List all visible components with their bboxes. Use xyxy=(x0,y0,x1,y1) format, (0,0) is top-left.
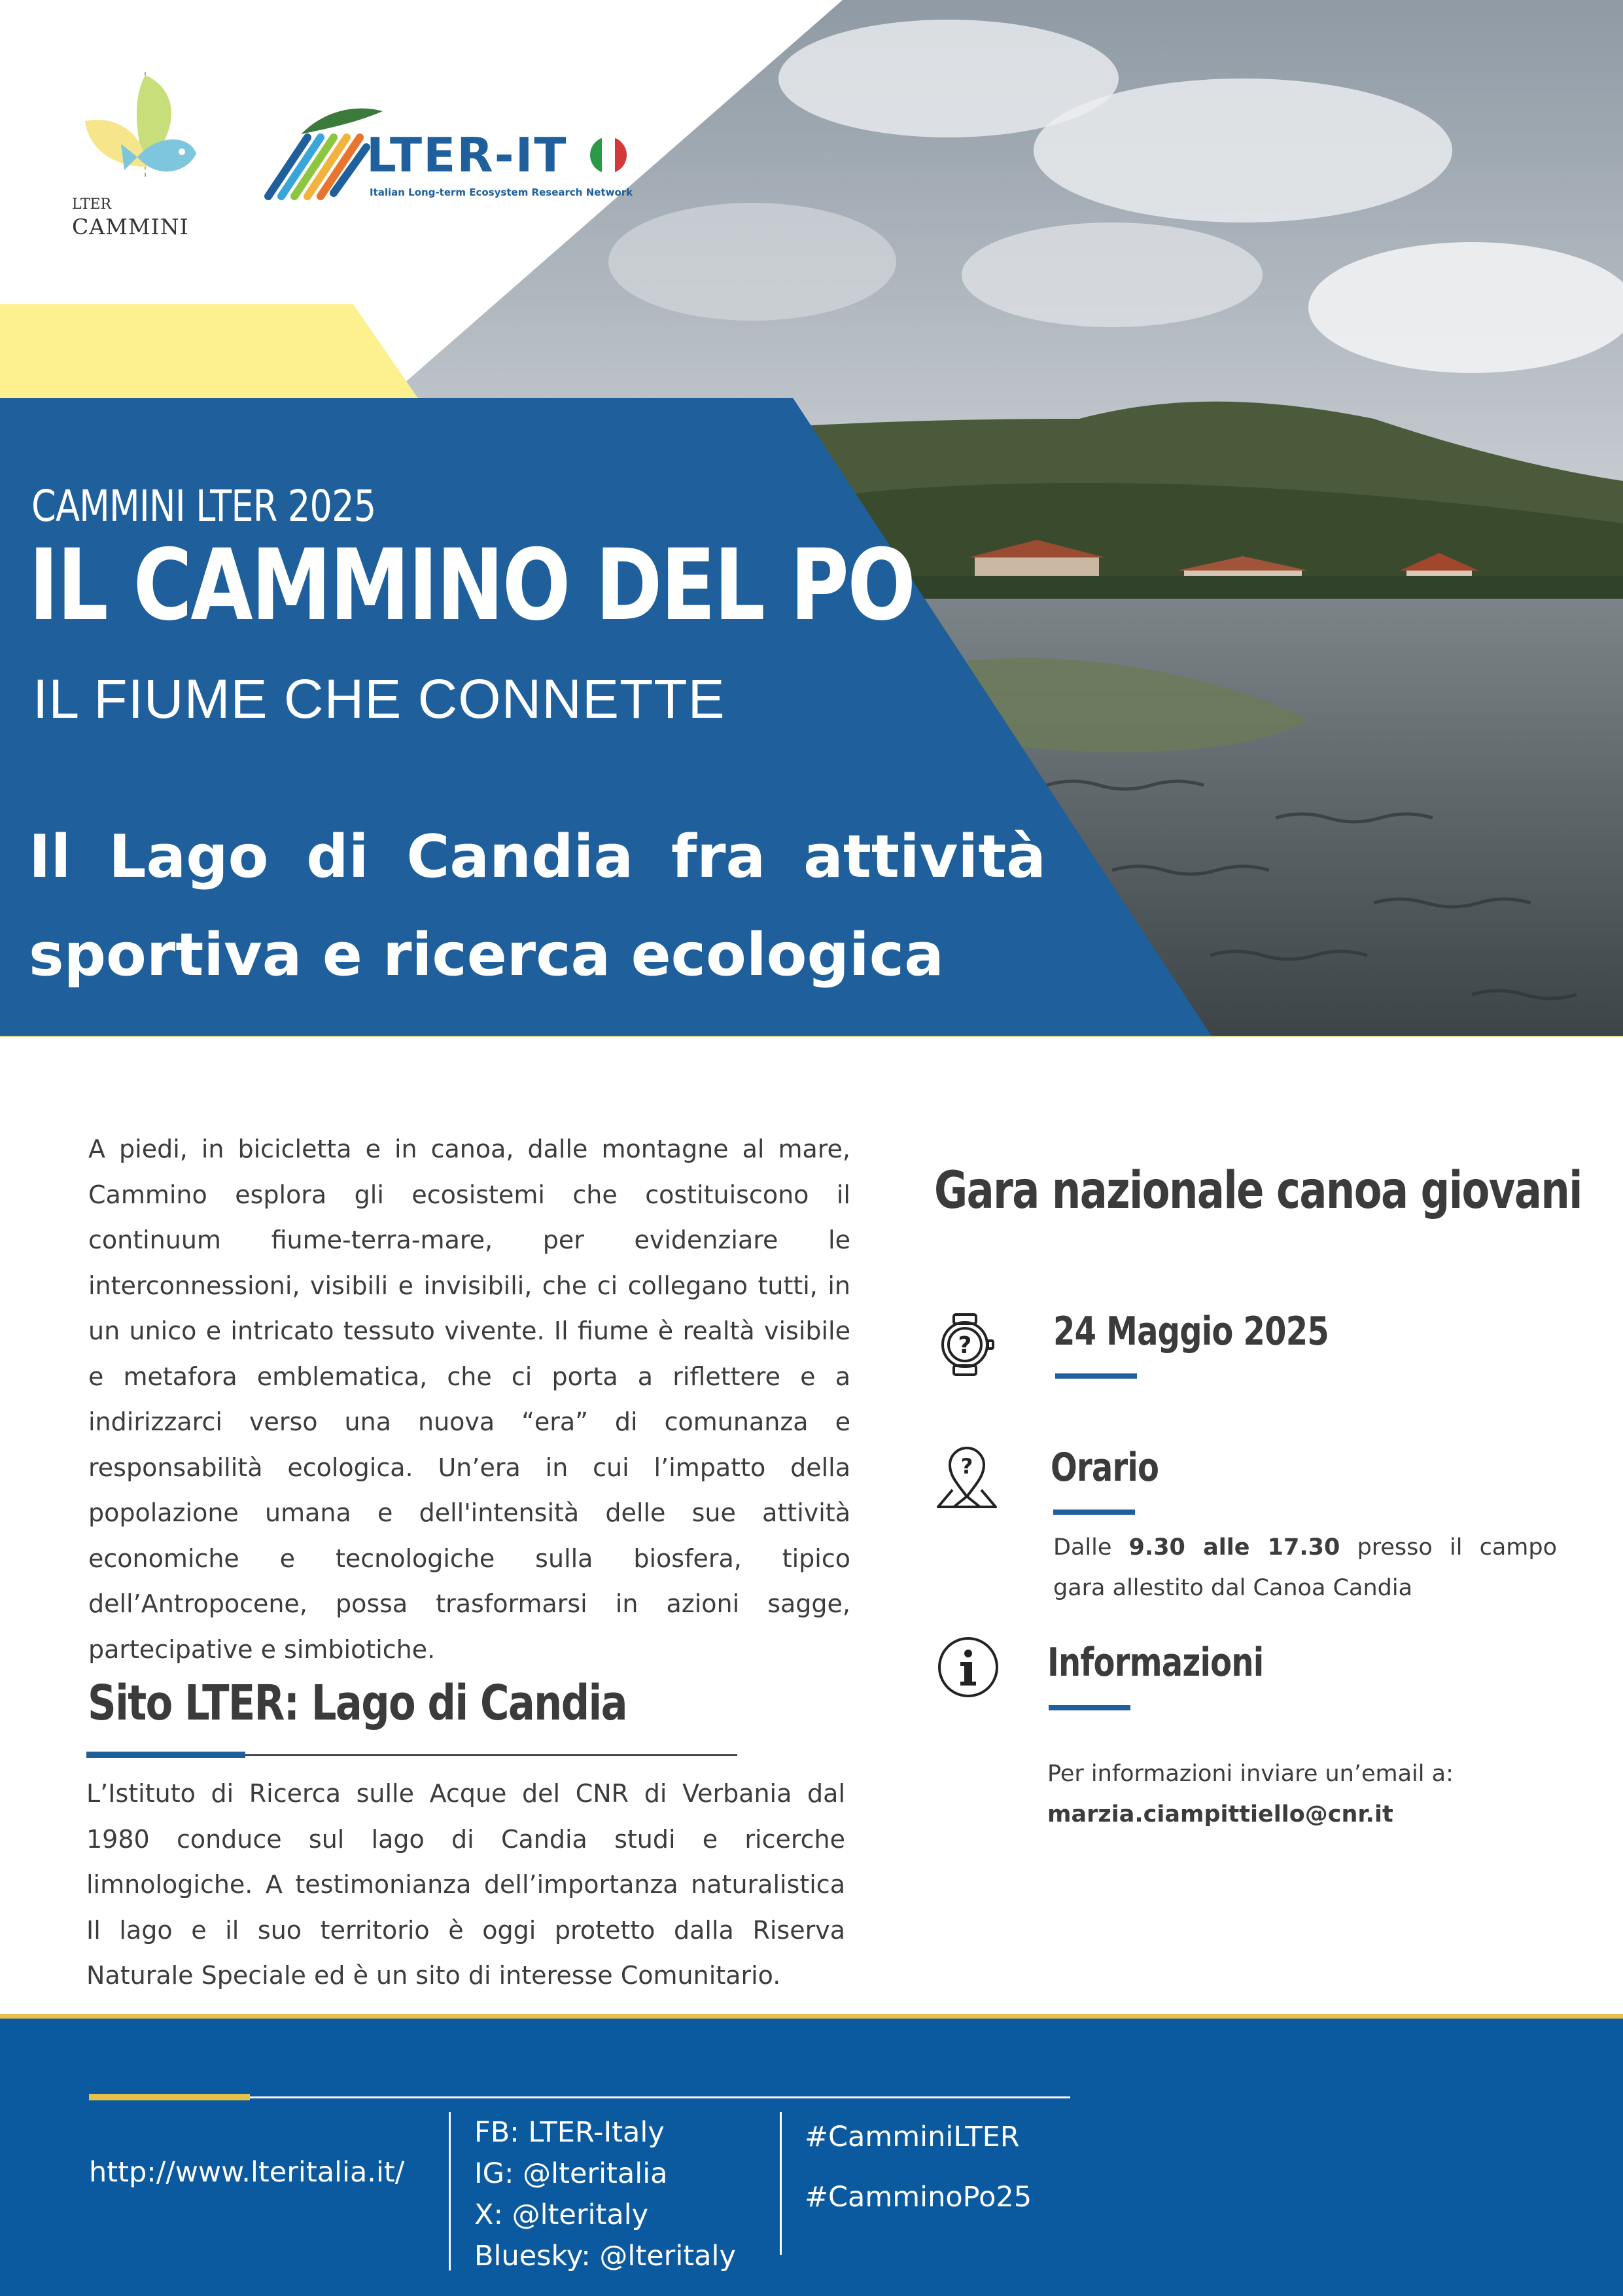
instagram-link[interactable]: IG: @lteritalia xyxy=(474,2157,668,2190)
hashtags xyxy=(805,2121,1032,2227)
lter-it-logo-text: LTER-IT xyxy=(366,128,568,183)
website-link[interactable]: http://www.lteritalia.it/ xyxy=(89,2156,405,2189)
footer-divider xyxy=(780,2112,782,2255)
lime-band xyxy=(0,1036,1623,1037)
social-links xyxy=(474,2112,736,2277)
info-accent-bar xyxy=(1049,1705,1130,1710)
cammini-logo-text: CAMMINI xyxy=(72,214,189,239)
page-subtitle: IL FIUME CHE CONNETTE xyxy=(33,668,725,730)
race-title: Gara nazionale canoa giovani xyxy=(934,1161,1582,1220)
footer-divider xyxy=(449,2112,451,2270)
date-accent-bar xyxy=(1055,1373,1137,1379)
watch-icon xyxy=(935,1312,996,1377)
event-title: Il Lago di Candia fra attività sportiva e ricerca ecologica xyxy=(29,822,1046,989)
orario-prefix: Dalle xyxy=(1053,1534,1129,1561)
info-label: Informazioni xyxy=(1047,1640,1264,1686)
page-title: IL CAMMINO DEL PO xyxy=(29,529,915,643)
yellow-accent xyxy=(0,304,419,399)
hashtag-cammini: #CamminiLTER xyxy=(805,2121,1020,2153)
site-paragraph: L’Istituto di Ricerca sulle Acque del CNR di Verbania dal 1980 conduce sul lago di Candia studi e ricerche limnologiche. A testimonianza dell’importanza naturalistica Il lago e il suo territorio è oggi protetto dalla Riserva Naturale Speciale ed è un sito di interesse Comunitario. xyxy=(86,1779,845,1990)
lter-it-tagline: Italian Long-term Ecosystem Research Network xyxy=(370,186,633,198)
contact-email-link[interactable]: marzia.ciampittiello@cnr.it xyxy=(1047,1801,1393,1828)
cammini-logo-text-small: LTER xyxy=(72,196,112,213)
info-text xyxy=(1047,1754,1544,1835)
info-icon xyxy=(937,1636,1000,1699)
site-divider-accent xyxy=(86,1752,245,1758)
x-link[interactable]: X: @lteritaly xyxy=(474,2199,649,2231)
orario-label: Orario xyxy=(1051,1445,1159,1491)
facebook-link[interactable]: FB: LTER-Italy xyxy=(474,2116,665,2149)
orario-suffix: presso il campo gara allestito dal Canoa Candia xyxy=(1053,1534,1557,1601)
lter-it-logo xyxy=(262,101,641,213)
info-instructions: Per informazioni inviare un’email a: xyxy=(1047,1761,1454,1787)
svg-text:?: ? xyxy=(960,1454,973,1479)
intro-paragraph: A piedi, in bicicletta e in canoa, dalle montagne al mare, Cammino esplora gli ecosistemi che costituiscono il continuum fiume-terra-mare, per evidenziare le interconnessioni, visibili e invisibili, che ci collegano tutti, in un unico e intricato tessuto vivente. Il fiume è realtà visibile e metafora emblematica, che ci porta a riflettere e a indirizzarci verso una nuova “era” di comunanza e responsabilità ecologica. Un’era in cui l’impatto della popolazione umana e dell'intensità delle sue attività economiche e tecnologiche sulla biosfera, tipico dell’Antropocene, possa trasformarsi in azioni sagge, partecipative e simbiotiche. xyxy=(88,1135,850,1664)
cammini-logo xyxy=(72,69,209,245)
orario-text xyxy=(1053,1527,1557,1608)
orario-accent-bar xyxy=(1053,1510,1135,1515)
orario-time: 9.30 alle 17.30 xyxy=(1128,1534,1340,1561)
leaf-fish-icon xyxy=(72,69,209,200)
svg-text:?: ? xyxy=(958,1332,972,1359)
hashtag-cammino-po: #CamminoPo25 xyxy=(805,2181,1032,2214)
location-pin-icon xyxy=(934,1444,1000,1510)
bluesky-link[interactable]: Bluesky: @lteritaly xyxy=(474,2240,736,2272)
series-label: CAMMINI LTER 2025 xyxy=(31,481,376,531)
event-date: 24 Maggio 2025 xyxy=(1053,1309,1329,1354)
italian-flag-icon xyxy=(589,135,628,175)
footer-rule-accent xyxy=(89,2094,250,2100)
site-heading: Sito LTER: Lago di Candia xyxy=(88,1675,627,1731)
